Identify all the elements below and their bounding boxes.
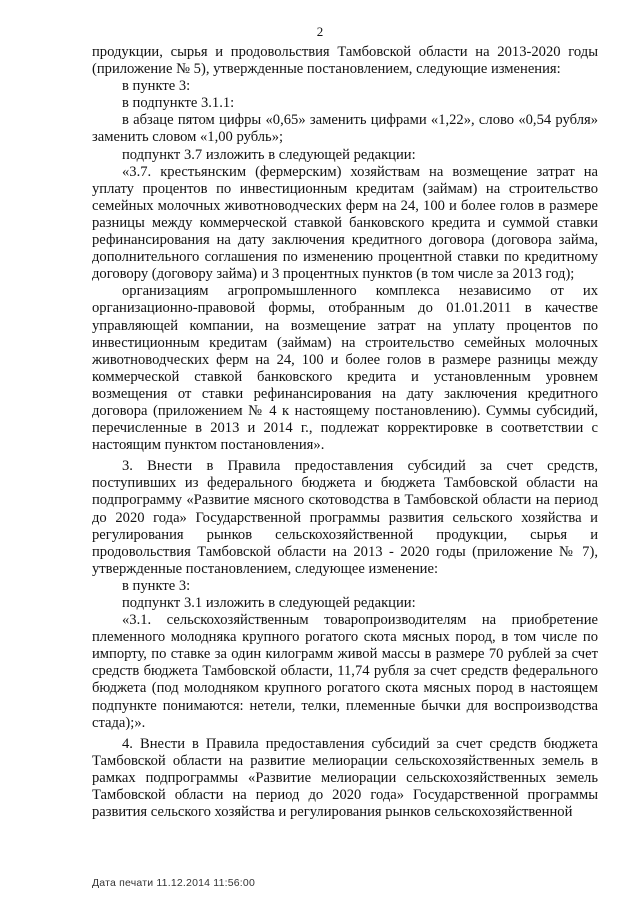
document-body (92, 44, 598, 821)
paragraph: подпункт 3.7 изложить в следующей редакции: (122, 146, 416, 163)
page-number: 2 (316, 24, 324, 39)
print-date: Дата печати 11.12.2014 11:56:00 (92, 877, 255, 889)
paragraph: 3. Внести в Правила предоставления субсидий за счет средств, поступивших из федерального бюджета и бюджета Тамбовской области на подпрограмму «Развитие мясного скотоводства в Тамбовской области на период до 2020 года» Государственной программы развития сельского хозяйства и регулирования рынков сельскохозяйственной продукции, сырья и продовольствия Тамбовской области на 2013 - 2020 годы (приложение № 7), утвержденные постановлением, следующее изменение: (92, 458, 598, 577)
paragraph: подпункт 3.1 изложить в следующей редакции: (122, 595, 416, 611)
paragraph: 4. Внести в Правила предоставления субсидий за счет средств бюджета Тамбовской области на развитие мелиорации сельскохозяйственных земель в рамках подпрограммы «Развитие мелиорации сельскохозяйственных земель Тамбовской области на период до 2020 года» Государственной программы развития сельского хозяйства и регулирования рынков сельскохозяйственной (92, 735, 598, 821)
paragraph: продукции, сырья и продовольствия Тамбовской области на 2013-2020 годы (приложение № 5), утвержденные постановлением, следующие изменения: (92, 44, 598, 78)
paragraph: «3.7. крестьянским (фермерским) хозяйствам на возмещение затрат на уплату процентов по инвестиционным кредитам (займам) на строительство семейных молочных животноводческих ферм на 24, 100 и более голов в размере разницы между коммерческой ставкой банковского кредита и суммой ставки рефинансирования на дату заключения кредитного договора (договора займа, дополнительного соглашения по изменению процентной ставки по кредитному договору (договору займа) и 3 процентных пунктов (в том числе за 2013 год); (92, 163, 598, 283)
paragraph: в подпункте 3.1.1: (122, 95, 235, 112)
paragraph: «3.1. сельскохозяйственным товаропроизводителям на приобретение племенного молодняка крупного рогатого скота мясных пород, в том числе по импорту, по ставке за один килограмм живой массы в размере 70 рублей за счет средств бюджета Тамбовской области, 11,74 рубля за счет средств федерального бюджета (под молодняком крупного рогатого скота мясных пород в настоящем подпункте понимаются: нетели, телки, племенные бычки для воспроизводства стада);». (92, 612, 598, 731)
paragraph: в пункте 3: (122, 78, 191, 95)
paragraph: организациям агропромышленного комплекса независимо от их организационно-правовой формы, отобранным до 01.01.2011 в качестве управляющей компании, на возмещение затрат на уплату процентов по инвестиционным кредитам (займам) на строительство семейных молочных животноводческих ферм на 24, 100 и более голов в размере разницы между коммерческой ставкой банковского кредита и установленным уровнем возмещения от ставки рефинансирования на дату заключения кредитного договора (приложением № 4 к настоящему постановлению). Суммы субсидий, перечисленные в 2013 и 2014 г., подлежат корректировке в соответствии с настоящим пунктом постановления». (92, 283, 598, 454)
paragraph: в абзаце пятом цифры «0,65» заменить цифрами «1,22», слово «0,54 рубля» заменить словом «1,00 рубль»; (92, 112, 598, 146)
paragraph: в пункте 3: (122, 577, 191, 594)
